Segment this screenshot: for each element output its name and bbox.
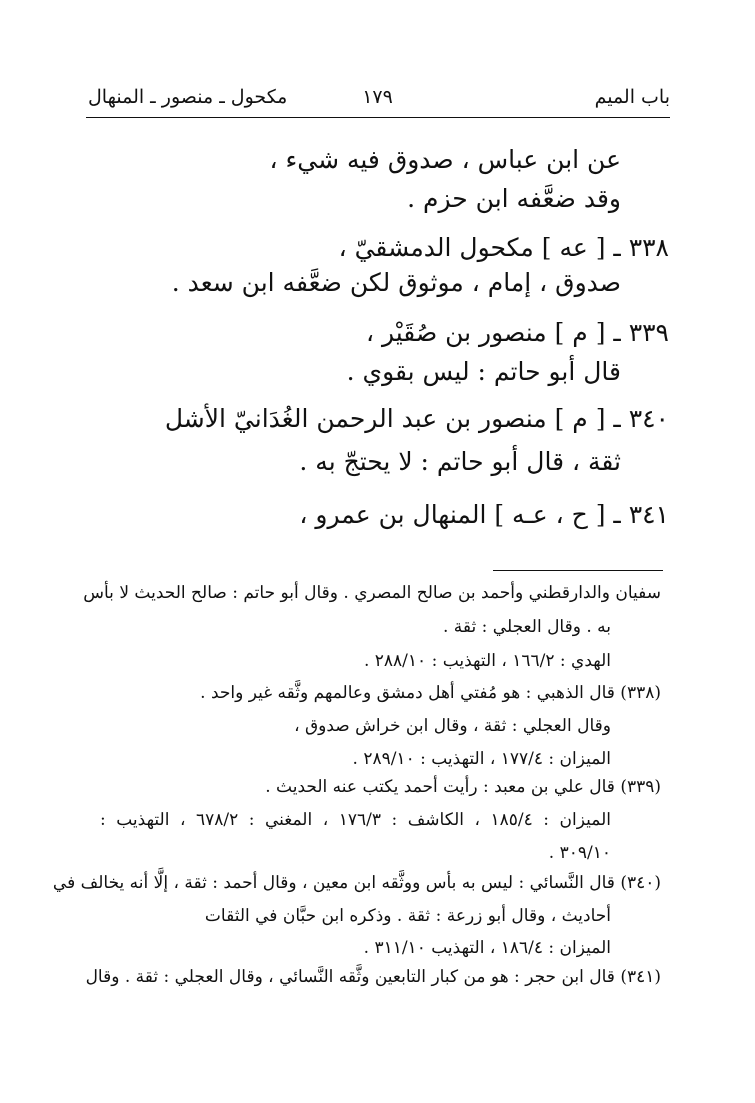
footnote-line: الميزان : ١٧٧/٤ ، التهذيب : ٢٨٩/١٠ . — [352, 749, 611, 769]
running-header-entries: مكحول ـ منصور ـ المنهال — [88, 86, 288, 108]
footnote-line: الهدي : ١٦٦/٢ ، التهذيب : ٢٨٨/١٠ . — [363, 651, 611, 671]
footnote-rule — [493, 570, 663, 571]
main-text-line: وقد ضعَّفه ابن حزم . — [407, 184, 621, 213]
footnote-line: أحاديث ، وقال أبو زرعة : ثقة . وذكره ابن حبَّان في الثقات — [204, 906, 611, 926]
entry-heading-339: ٣٣٩ ـ [ م ] منصور بن صُقَيْر ، — [365, 318, 669, 347]
main-text-line: قال أبو حاتم : ليس بقوي . — [346, 357, 621, 386]
footnote-339: (٣٣٩) قال علي بن معبد : رأيت أحمد يكتب عنه الحديث . — [265, 777, 661, 797]
main-text-line: صدوق ، إمام ، موثوق لكن ضعَّفه ابن سعد . — [171, 268, 621, 297]
entry-heading-341: ٣٤١ ـ [ ح ، عـه ] المنهال بن عمرو ، — [299, 500, 669, 529]
footnote-340: (٣٤٠) قال النَّسائي : ليس به بأس ووثَّقه ابن معين ، وقال أحمد : ثقة ، إلَّا أنه يخالف في — [52, 873, 661, 893]
footnote-line: ٣٠٩/١٠ . — [548, 843, 611, 863]
footnote-line: وقال العجلي : ثقة ، وقال ابن خراش صدوق ، — [294, 716, 611, 736]
entry-heading-340: ٣٤٠ ـ [ م ] منصور بن عبد الرحمن الغُدَانيّ الأشل — [164, 404, 669, 433]
footnote-338: (٣٣٨) قال الذهبي : هو مُفتي أهل دمشق وعالمهم وثَّقه غير واحد . — [200, 683, 661, 703]
running-header-section: باب الميم — [594, 86, 670, 108]
header-rule — [86, 117, 670, 118]
page-number: ١٧٩ — [362, 86, 393, 108]
footnote-line: به . وقال العجلي : ثقة . — [443, 617, 611, 637]
footnote-341: (٣٤١) قال ابن حجر : هو من كبار التابعين وثَّقه النَّسائي ، وقال العجلي : ثقة . وقال — [85, 967, 661, 987]
main-text-line: عن ابن عباس ، صدوق فيه شيء ، — [269, 145, 621, 174]
main-text-line: ثقة ، قال أبو حاتم : لا يحتجّ به . — [299, 447, 621, 476]
footnote-line: سفيان والدارقطني وأحمد بن صالح المصري . وقال أبو حاتم : صالح الحديث لا بأس — [83, 583, 661, 603]
entry-heading-338: ٣٣٨ ـ [ عه ] مكحول الدمشقيّ ، — [338, 233, 669, 262]
footnote-line: الميزان : ١٨٥/٤ ، الكاشف : ١٧٦/٣ ، المغني : ٦٧٨/٢ ، التهذيب : — [100, 810, 611, 830]
footnote-line: الميزان : ١٨٦/٤ ، التهذيب ٣١١/١٠ . — [363, 938, 611, 958]
